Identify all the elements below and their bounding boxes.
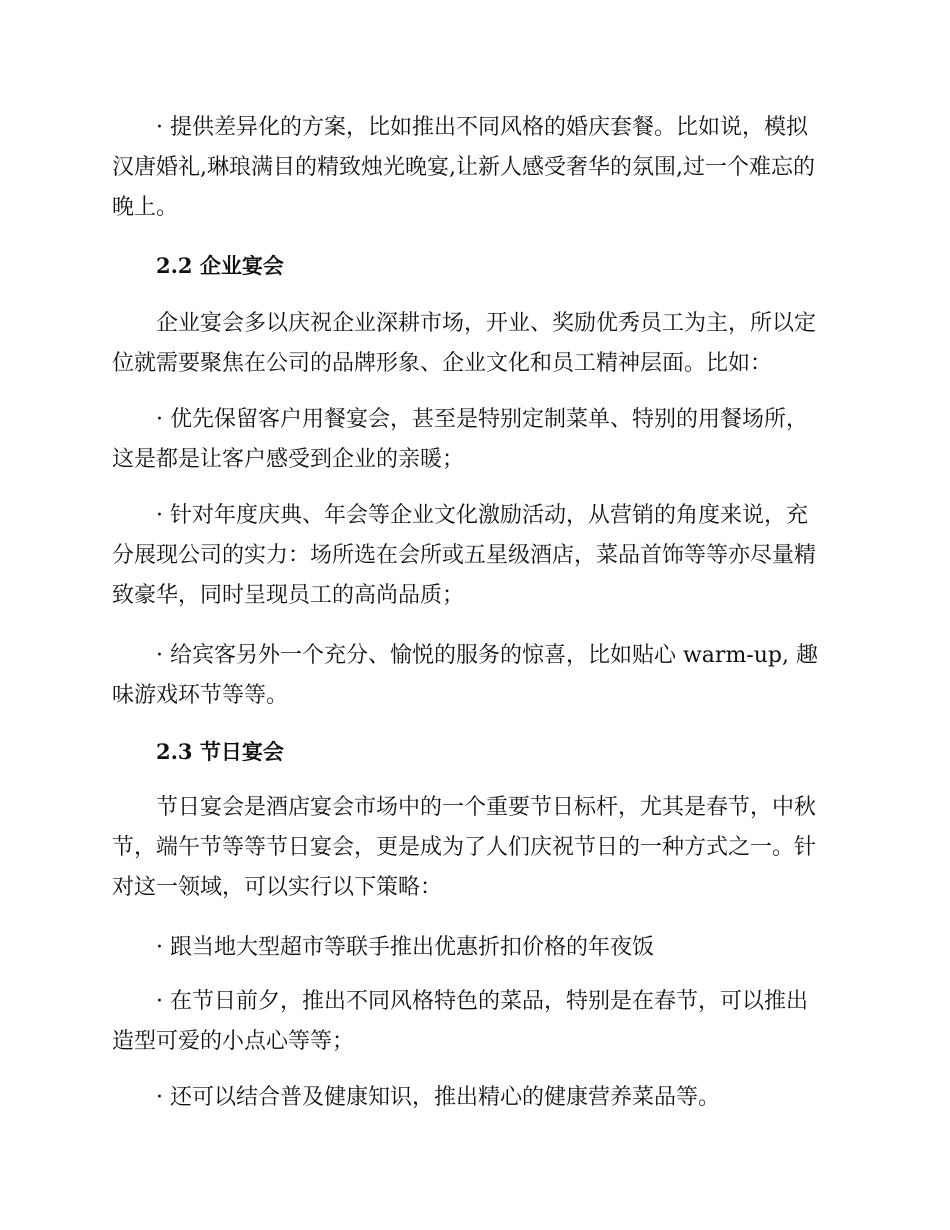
section-heading-2-2: 2.2 企业宴会 [156,253,284,278]
paragraph-corporate-bullet-1: · 优先保留客户用餐宴会，甚至是特别定制菜单、特别的用餐场所，这是都是让客户感受到企业的亲暖； [112,407,808,472]
paragraph-wedding-packages: · 提供差异化的方案，比如推出不同风格的婚庆套餐。比如说，模拟汉唐婚礼,琳琅满目的精致烛光晚宴,让新人感受奢华的氛围,过一个难忘的晚上。 [112,115,815,220]
section-heading-2-3: 2.3 节日宴会 [156,739,284,764]
paragraph-corporate-bullet-3: · 给宾客另外一个充分、愉悦的服务的惊喜，比如贴心 warm-up, 趣味游戏环节等等。 [112,643,818,708]
paragraph-festival-intro: 节日宴会是酒店宴会市场中的一个重要节日标杆，尤其是春节，中秋节，端午节等等节日宴会，更是成为了人们庆祝节日的一种方式之一。针对这一领域，可以实行以下策略： [112,795,817,900]
paragraph-festival-bullet-1: · 跟当地大型超市等联手推出优惠折扣价格的年夜饭 [156,935,654,960]
paragraph-festival-bullet-2: · 在节日前夕，推出不同风格特色的菜品，特别是在春节，可以推出造型可爱的小点心等等； [112,989,808,1054]
paragraph-corporate-bullet-2: · 针对年度庆典、年会等企业文化激励活动，从营销的角度来说，充分展现公司的实力：场所选在会所或五星级酒店，菜品首饰等等亦尽量精致豪华，同时呈现员工的高尚品质； [112,503,817,608]
paragraph-corporate-intro: 企业宴会多以庆祝企业深耕市场，开业、奖励优秀员工为主，所以定位就需要聚焦在公司的品牌形象、企业文化和员工精神层面。比如： [112,311,817,376]
paragraph-festival-bullet-3: · 还可以结合普及健康知识，推出精心的健康营养菜品等。 [156,1085,720,1110]
